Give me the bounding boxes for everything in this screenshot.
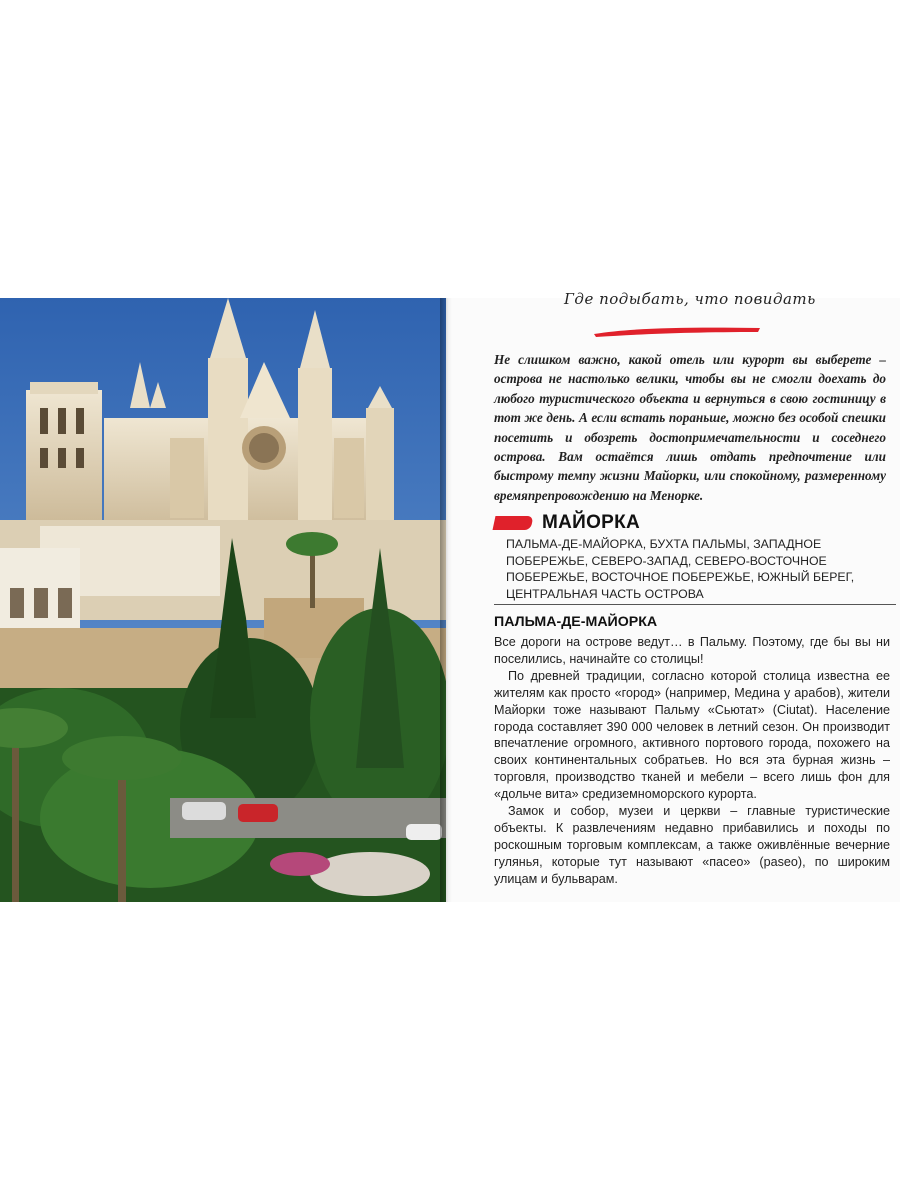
paragraph: Замок и собор, музеи и церкви – главные туристические объекты. К развлечениям недавно прибавились и походы по роскошным торговым комплексам, а также оживлённые вечерние гулянья, которые тут называют «пасео» (paseo), по широким улицам и бульварам. bbox=[494, 804, 890, 886]
book-spread bbox=[0, 290, 900, 902]
red-brush-stroke bbox=[592, 324, 762, 338]
running-head: Где подыбать, что повидать bbox=[564, 290, 816, 308]
subregions-list: ПАЛЬМА-ДЕ-МАЙОРКА, БУХТА ПАЛЬМЫ, ЗАПАДНОЕ ПОБЕРЕЖЬЕ, СЕВЕРО-ЗАПАД, СЕВЕРО-ВОСТОЧНОЕ ПОБЕРЕЖЬЕ, ВОСТОЧНОЕ ПОБЕРЕЖЬЕ, ЮЖНЫЙ БЕРЕГ, ЦЕНТРАЛЬНАЯ ЧАСТЬ ОСТРОВА bbox=[506, 537, 855, 601]
body-text bbox=[494, 634, 890, 888]
subsection-title: ПАЛЬМА-ДЕ-МАЙОРКА bbox=[494, 614, 658, 630]
text-page bbox=[452, 290, 900, 902]
divider bbox=[494, 604, 896, 605]
intro-paragraph: Не слишком важно, какой отель или курорт вы выберете – острова не настолько велики, чтобы вы не смогли доехать до любого туристического объекта и вернуться в свою гостиницу в тот же день. А если встать пораньше, можно без особой спешки посетить и обозреть достопримечательности и соседнего острова. Вам остаётся лишь отдать предпочтение или быстрому темпу жизни Майорки, или спокойному, размеренному времяпрепровождению на Менорке. bbox=[494, 352, 886, 503]
section-header bbox=[494, 512, 640, 534]
paragraph: Все дороги на острове ведут… в Пальму. Поэтому, где бы вы ни поселились, начинайте со столицы! bbox=[494, 635, 890, 666]
paragraph: По древней традиции, согласно которой столица известна ее жителям как просто «город» (например, Медина у арабов), жители Майорки тоже называют Пальму «Сьютат» (Ciutat). Население города составляет 390 000 человек в летний сезон. Он производит впечатление огромного, активного портового города, похожего на своих континентальных собратьев. Но вся эта бурная жизнь – торговля, производство тканей и мебели – всего лишь фон для «дольче вита» средиземноморского курорта. bbox=[494, 668, 890, 802]
section-title: МАЙОРКА bbox=[542, 512, 641, 533]
cathedral-photo bbox=[0, 298, 446, 902]
section-marker-icon bbox=[493, 516, 534, 530]
